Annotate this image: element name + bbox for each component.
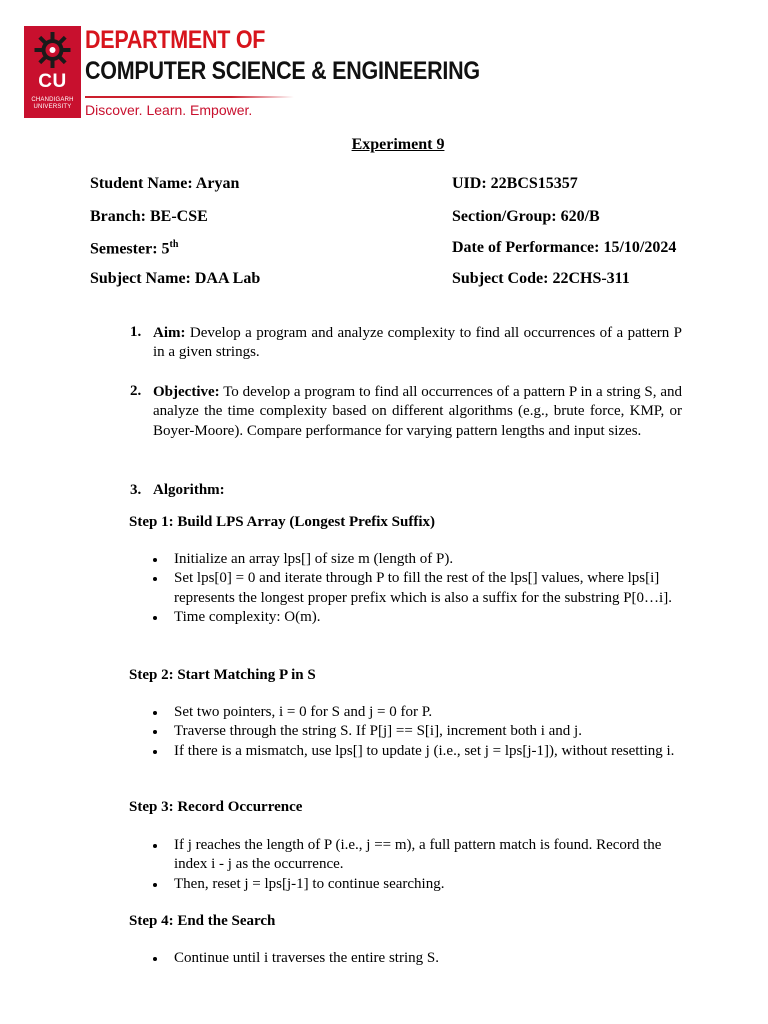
semester-superscript: th bbox=[169, 239, 179, 250]
semester-label: Semester: 5 bbox=[90, 240, 170, 258]
university-logo bbox=[24, 26, 81, 118]
step-3-heading: Step 3: Record Occurrence bbox=[129, 799, 303, 815]
date-of-performance: Date of Performance: 15/10/2024 bbox=[452, 239, 677, 256]
logo-university-text: CHANDIGARH UNIVERSITY bbox=[31, 97, 74, 110]
subject-code: Subject Code: 22CHS-311 bbox=[452, 270, 630, 287]
list-item: Continue until i traverses the entire string S. bbox=[174, 949, 694, 968]
step-1-heading: Step 1: Build LPS Array (Longest Prefix Suffix) bbox=[129, 514, 435, 530]
step-4-list bbox=[174, 949, 694, 968]
aim-label: Aim: bbox=[153, 325, 186, 341]
department-title-line2: COMPUTER SCIENCE & ENGINEERING bbox=[85, 57, 480, 85]
department-title-line1: DEPARTMENT OF bbox=[85, 26, 266, 54]
list-item: Traverse through the string S. If P[j] == S[i], increment both i and j. bbox=[174, 722, 694, 741]
experiment-title: Experiment 9 bbox=[351, 136, 445, 153]
list-item: If there is a mismatch, use lps[] to update j (i.e., set j = lps[j-1]), without resetting i. bbox=[174, 742, 694, 761]
objective-label: Objective: bbox=[153, 384, 220, 400]
list-item: Time complexity: O(m). bbox=[174, 608, 694, 627]
objective-text: To develop a program to find all occurrences of a pattern P in a string S, and analyze the time complexity based on different algorithms (e.g., brute force, KMP, or Boyer-Moore). Compare performance for varying pattern lengths and input sizes. bbox=[153, 384, 682, 439]
section-group: Section/Group: 620/B bbox=[452, 208, 600, 225]
tagline: Discover. Learn. Empower. bbox=[85, 102, 253, 118]
student-name: Student Name: Aryan bbox=[90, 175, 240, 192]
objective-paragraph bbox=[153, 383, 682, 441]
list-item: Initialize an array lps[] of size m (length of P). bbox=[174, 550, 694, 569]
uid: UID: 22BCS15357 bbox=[452, 175, 578, 192]
subject-name: Subject Name: DAA Lab bbox=[90, 270, 261, 287]
step-4-heading: Step 4: End the Search bbox=[129, 913, 276, 929]
aim-paragraph bbox=[153, 324, 682, 363]
list-item: Set two pointers, i = 0 for S and j = 0 for P. bbox=[174, 703, 694, 722]
logo-cu-text: CU bbox=[38, 71, 67, 92]
step-3-list bbox=[174, 836, 694, 894]
section-number-algorithm: 3. bbox=[130, 482, 142, 498]
header-divider bbox=[85, 96, 294, 98]
branch: Branch: BE-CSE bbox=[90, 208, 208, 225]
list-item: Set lps[0] = 0 and iterate through P to fill the rest of the lps[] values, where lps[i] represents the longest proper prefix which is also a suffix for the substring P[0…i]. bbox=[174, 569, 694, 608]
step-2-list bbox=[174, 703, 694, 761]
aim-text: Develop a program and analyze complexity to find all occurrences of a pattern P in a given strings. bbox=[153, 325, 682, 361]
algorithm-label: Algorithm: bbox=[153, 482, 225, 498]
gear-emblem-icon bbox=[28, 29, 77, 71]
section-number-objective: 2. bbox=[130, 383, 142, 399]
step-2-heading: Step 2: Start Matching P in S bbox=[129, 667, 316, 683]
letterhead bbox=[24, 26, 480, 122]
section-number-aim: 1. bbox=[130, 324, 142, 340]
step-1-list bbox=[174, 550, 694, 627]
semester bbox=[90, 239, 178, 258]
list-item: If j reaches the length of P (i.e., j == m), a full pattern match is found. Record the index i - j as the occurrence. bbox=[174, 836, 694, 875]
list-item: Then, reset j = lps[j-1] to continue searching. bbox=[174, 875, 694, 894]
